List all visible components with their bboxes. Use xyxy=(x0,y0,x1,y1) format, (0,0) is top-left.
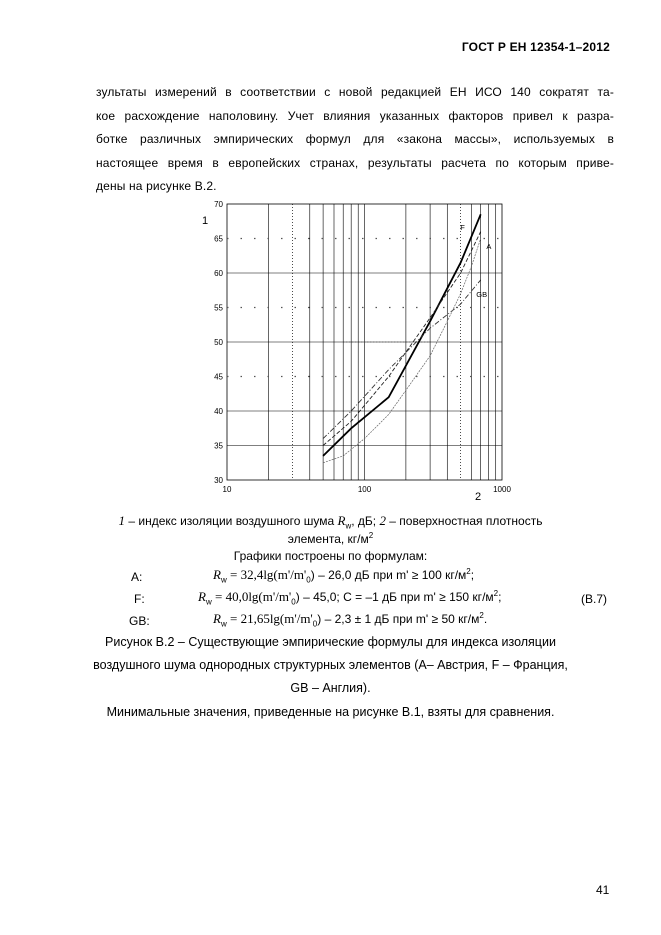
formula-symbol: R xyxy=(213,567,221,582)
series-label-gb: GB xyxy=(476,290,488,300)
legend-num-1: 1 xyxy=(118,513,126,528)
formula-end: ; xyxy=(470,568,475,582)
formula-end: . xyxy=(483,612,488,626)
legend-text-1: – индекс изоляции воздушного шума xyxy=(125,514,338,528)
formula-sup: 2 xyxy=(479,611,484,620)
y-tick-label: 35 xyxy=(214,441,223,451)
formula-label-gb: GB: xyxy=(129,614,150,628)
formula-symbol: R xyxy=(213,611,221,626)
series-line-a xyxy=(323,232,481,446)
formula-sup: 2 xyxy=(466,567,471,576)
formula-sup: 2 xyxy=(493,589,499,598)
chart-series xyxy=(323,214,481,462)
formula-subscript-zero: 0 xyxy=(291,597,296,607)
body-paragraph xyxy=(96,81,614,199)
y-tick-label: 40 xyxy=(214,407,223,416)
legend-unit-sup: 2 xyxy=(368,531,374,540)
paragraph-line: дены на рисунке В.2. xyxy=(96,179,217,193)
formula-f xyxy=(198,589,501,606)
legend-unit: элемента, кг/м xyxy=(287,532,369,546)
x-tick-label: 100 xyxy=(357,485,372,494)
formula-tail: ) – 26,0 дБ при m' ≥ 100 кг/м xyxy=(310,568,467,582)
paragraph-line: зультаты измерений в соответствии с новой редакцией ЕН ИСО 140 сократят та- xyxy=(96,85,614,99)
formula-body: = 40,0lg(m'/m' xyxy=(211,589,292,604)
y-axis-marker: 1 xyxy=(202,215,209,227)
page-number: 41 xyxy=(596,883,610,897)
document-header: ГОСТ Р ЕН 12354-1–2012 xyxy=(461,40,610,54)
chart-labels xyxy=(202,215,491,500)
figure-caption-line-2: воздушного шума однородных структурных элементов (А– Австрия, F – Франция, xyxy=(93,658,568,672)
legend-text-2: , дБ; xyxy=(351,514,380,528)
legend-line-1 xyxy=(0,513,661,530)
formula-end: ; xyxy=(498,590,502,604)
y-tick-label: 65 xyxy=(214,234,223,244)
paragraph-line: кое расхождение наполовину. Учет влияния указанных факторов привел к разра- xyxy=(96,108,614,123)
formula-label-a: A: xyxy=(131,570,143,584)
figure-caption-line-3: GB – Англия). xyxy=(290,681,371,695)
legend-line-2 xyxy=(0,531,661,546)
formula-body: = 21,65lg(m'/m' xyxy=(226,611,313,626)
x-axis-marker: 2 xyxy=(475,491,482,500)
mass-law-chart xyxy=(195,195,515,500)
x-tick-label: 10 xyxy=(222,485,232,494)
figure-caption-line-1: Рисунок В.2 – Существующие эмпирические формулы для индекса изоляции xyxy=(105,635,556,649)
formula-symbol: R xyxy=(198,589,206,604)
y-tick-label: 70 xyxy=(214,200,223,209)
formula-tail: ) – 45,0; C = –1 дБ при m' ≥ 150 кг/м xyxy=(295,590,494,604)
rw-symbol: R xyxy=(337,513,346,528)
chart-ticks xyxy=(214,200,511,494)
x-tick-label: 1000 xyxy=(493,485,511,494)
formula-label-f: F: xyxy=(134,592,145,606)
paragraph-line: настоящее время в европейских странах, результаты расчета по которым приве- xyxy=(96,155,614,170)
paragraph-line: ботке различных эмпирических формул для «закона массы», используемых в xyxy=(96,132,614,146)
y-tick-label: 50 xyxy=(214,338,223,347)
rw-subscript: w xyxy=(345,521,352,531)
legend-text-3: – поверхностная плотность xyxy=(385,514,543,528)
y-tick-label: 30 xyxy=(214,476,223,485)
formula-subscript-zero: 0 xyxy=(306,575,311,585)
formula-body: = 32,4lg(m'/m' xyxy=(226,567,307,582)
legend-num-2: 2 xyxy=(379,513,386,528)
formula-subscript-zero: 0 xyxy=(312,619,318,629)
formula-subscript: w xyxy=(220,619,227,629)
formula-subscript: w xyxy=(205,597,212,607)
formula-a xyxy=(213,567,474,584)
formula-number: (В.7) xyxy=(581,592,608,606)
y-tick-label: 60 xyxy=(214,269,223,278)
legend-line-3: Графики построены по формулам: xyxy=(233,549,428,563)
y-tick-label: 45 xyxy=(214,372,223,382)
series-label-a: A xyxy=(486,241,492,251)
figure-note: Минимальные значения, приведенные на рисунке В.1, взяты для сравнения. xyxy=(106,705,555,719)
series-label-f: F xyxy=(460,223,465,233)
formula-subscript: w xyxy=(220,575,227,585)
series-line-f xyxy=(323,214,481,456)
y-tick-label: 55 xyxy=(214,303,223,313)
series-line-gb xyxy=(323,280,481,439)
series-line-comparison xyxy=(323,239,481,463)
formula-gb xyxy=(213,611,487,628)
formula-tail: ) – 2,3 ± 1 дБ при m' ≥ 50 кг/м xyxy=(317,612,480,626)
